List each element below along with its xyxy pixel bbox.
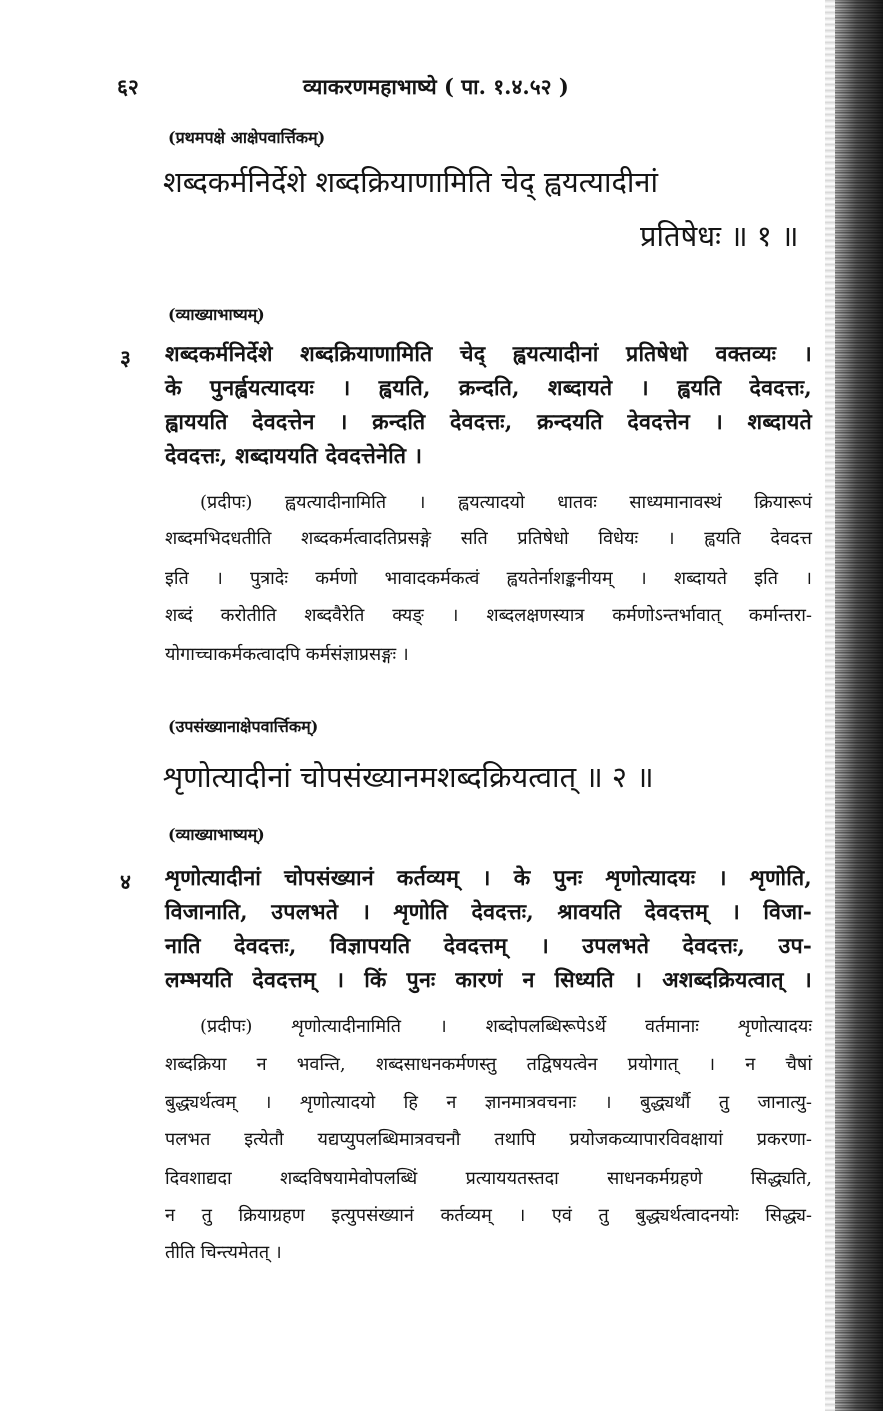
bhashya-3-line-3: ह्वाययति देवदत्तेन । क्रन्दति देवदत्तः, क्रन्दयति देवदत्तेन । शब्दायते [165, 410, 812, 435]
section-label-vartika-1: (प्रथमपक्षे आक्षेपवार्त्तिकम्) [168, 128, 326, 147]
pradipa-1-line-4: शब्दं करोतीति शब्दवैरेति क्यङ् । शब्दलक्षणस्यात्र कर्मणोऽन्तर्भावात् कर्मान्तरा- [165, 605, 812, 626]
section-label-bhashya-3: (व्याख्याभाष्यम्) [168, 305, 265, 324]
paragraph-number: ३ [120, 345, 131, 370]
pradipa-2-line-7: तीति चिन्त्यमेतत् । [165, 1242, 282, 1263]
pradipa-1-line-5: योगाच्चाकर्मकत्वादपि कर्मसंज्ञाप्रसङ्गः । [165, 644, 409, 665]
pradipa-2-line-6: न तु क्रियाग्रहण इत्युपसंख्यानं कर्तव्यम् । एवं तु बुद्ध्यर्थत्वादनयोः सिद्ध्य- [165, 1205, 812, 1226]
page-number: ६२ [117, 74, 139, 99]
bhashya-3-line-2: के पुनर्ह्वयत्यादयः । ह्वयति, क्रन्दति, शब्दायते । ह्वयति देवदत्तः, [165, 376, 812, 401]
section-label-bhashya-4: (व्याख्याभाष्यम्) [168, 825, 265, 844]
bhashya-4-line-4: लम्भयति देवदत्तम् । किं पुनः कारणं न सिध्यति । अशब्दक्रियत्वात् । [165, 968, 812, 993]
pradipa-2-line-1: (प्रदीपः) शृणोत्यादीनामिति । शब्दोपलब्धिरूपेऽर्थे वर्तमानाः शृणोत्यादयः [200, 1016, 812, 1037]
running-title: व्याकरणमहाभाष्ये ( पा. १.४.५२ ) [303, 74, 569, 99]
bhashya-3-line-4: देवदत्तः, शब्दाययति देवदत्तेनेति । [165, 444, 423, 469]
section-label-vartika-2: (उपसंख्यानाक्षेपवार्त्तिकम्) [168, 717, 319, 736]
bhashya-4-line-3: नाति देवदत्तः, विज्ञापयति देवदत्तम् । उपलभते देवदत्तः, उप- [165, 934, 812, 959]
bhashya-4-line-1: शृणोत्यादीनां चोपसंख्यानं कर्तव्यम् । के पुनः शृणोत्यादयः । शृणोति, [165, 866, 812, 891]
vartika-1-line-2: प्रतिषेधः ॥ १ ॥ [640, 219, 799, 253]
vartika-2-line: शृणोत्यादीनां चोपसंख्यानमशब्दक्रियत्वात् ॥ २ ॥ [163, 760, 654, 794]
scan-shadow [825, 0, 835, 1411]
scan-edge [835, 0, 883, 1411]
pradipa-1-line-3: इति । पुत्रादेः कर्मणो भावादकर्मकत्वं ह्वयतेर्नाशङ्कनीयम् । शब्दायते इति । [165, 568, 812, 589]
paragraph-number: ४ [120, 869, 131, 894]
bhashya-4-line-2: विजानाति, उपलभते । शृणोति देवदत्तः, श्रावयति देवदत्तम् । विजा- [165, 900, 812, 925]
pradipa-2-line-5: दिवशाद्यदा शब्दविषयामेवोपलब्धिं प्रत्याययतस्तदा साधनकर्मग्रहणे सिद्ध्यति, [165, 1168, 812, 1189]
pradipa-1-line-2: शब्दमभिदधतीति शब्दकर्मत्वादतिप्रसङ्गे सति प्रतिषेधो विधेयः । ह्वयति देवदत्त [165, 528, 812, 549]
bhashya-3-line-1: शब्दकर्मनिर्देशे शब्दक्रियाणामिति चेद् ह्वयत्यादीनां प्रतिषेधो वक्तव्यः । [165, 342, 812, 367]
pradipa-2-line-3: बुद्ध्यर्थत्वम् । शृणोत्यादयो हि न ज्ञानमात्रवचनाः । बुद्ध्यर्थौ तु जानात्यु- [165, 1092, 812, 1113]
pradipa-2-line-4: पलभत इत्येतौ यद्यप्युपलब्धिमात्रवचनौ तथापि प्रयोजकव्यापारविवक्षायां प्रकरणा- [165, 1129, 812, 1150]
pradipa-1-line-1: (प्रदीपः) ह्वयत्यादीनामिति । ह्वयत्यादयो धातवः साध्यमानावस्थं क्रियारूपं [200, 492, 812, 513]
vartika-1-line-1: शब्दकर्मनिर्देशे शब्दक्रियाणामिति चेद् ह्वयत्यादीनां [163, 165, 658, 199]
pradipa-2-line-2: शब्दक्रिया न भवन्ति, शब्दसाधनकर्मणस्तु तद्विषयत्वेन प्रयोगात् । न चैषां [165, 1054, 812, 1075]
